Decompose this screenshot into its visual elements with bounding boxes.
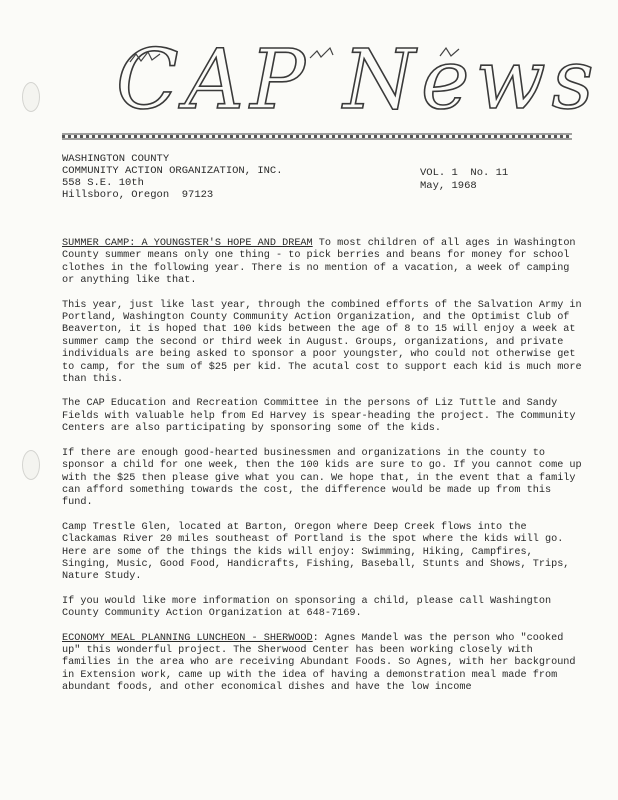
masthead-logo bbox=[110, 28, 600, 128]
address-line-2: COMMUNITY ACTION ORGANIZATION, INC. bbox=[62, 165, 283, 177]
article-1-paragraph-4: If there are enough good-hearted businessmen and organizations in the county to sponsor a child for one week, then the 100 kids are sure to go. If you cannot come up with the $25 then please give what you can. We hope that, in the event that a family can afford something towards the cost, the difference would be made up from this fund. bbox=[62, 447, 582, 509]
article-1-paragraph-5: Camp Trestle Glen, located at Barton, Oregon where Deep Creek flows into the Clackamas River 20 miles southeast of Portland is the spot where the kids will go. Here are some of the things the kids will enjoy: Swimming, Hiking, Campfires, Singing, Music, Good Food, Handicrafts, Fishing, Baseball, Stunts and Shows, Trips, Nature Study. bbox=[62, 521, 570, 583]
article-1-paragraph-3: The CAP Education and Recreation Committee in the persons of Liz Tuttle and Sandy Fields with valuable help from Ed Harvey is spear-heading the project. The Community Centers are also participating by sponsoring some of the kids. bbox=[62, 398, 576, 435]
issue-date: May, 1968 bbox=[420, 180, 477, 192]
masthead-lettering-graphic bbox=[110, 28, 600, 128]
newsletter-body bbox=[62, 238, 582, 707]
address-line-1: WASHINGTON COUNTY bbox=[62, 153, 170, 165]
masthead-divider bbox=[62, 128, 572, 137]
article-2-intro: ECONOMY MEAL PLANNING LUNCHEON - SHERWOOD: Agnes Mandel was the person who "cooked up" this wonderful project. The Sherwood Center has been working closely with families in the area who are receiving Abundant Foods. So Agnes, with her background in Extension work, came up with the idea of having a demonstration meal made from abundant foods, and other economical dishes and have the low income bbox=[62, 632, 576, 694]
article-1-paragraph-6: If you would like more information on sponsoring a child, please call Washington County Community Action Organization at 648-7169. bbox=[62, 595, 552, 620]
issue-info bbox=[420, 167, 508, 193]
masthead-title: CAP News bbox=[116, 33, 600, 128]
address-line-4: Hillsboro, Oregon 97123 bbox=[62, 189, 214, 201]
article-1-heading: SUMMER CAMP: A YOUNGSTER'S HOPE AND DREAM bbox=[62, 238, 313, 249]
article-2-heading: ECONOMY MEAL PLANNING LUNCHEON - SHERWOOD bbox=[62, 632, 313, 644]
article-2-paragraph-1: Agnes Mandel was the person who "cooked up" this wonderful project. The Sherwood Center has been working closely with families in the area who are receiving Abundant Foods. So Agnes, with her background in Extension work, came up with the idea of having a demonstration meal made from abundant foods, and other economical dishes and have the low income bbox=[62, 632, 576, 694]
publisher-address bbox=[62, 153, 283, 201]
punch-hole-middle bbox=[22, 450, 40, 480]
article-1-paragraph-1: To most children of all ages in Washington County summer means only one thing - to pick berries and beans for money for school clothes in the following year. There is no mention of a vacation, a week of camping or anything like that. bbox=[62, 238, 576, 287]
article-1-intro bbox=[62, 238, 582, 288]
address-line-3: 558 S.E. 10th bbox=[62, 177, 144, 189]
punch-hole-top bbox=[22, 82, 40, 112]
article-1-paragraph-2: This year, just like last year, through the combined efforts of the Salvation Army in Portland, Washington County Community Action Organization, and the Optimist Club of Beaverton, it is hoped that 100 kids between the age of 8 to 15 will enjoy a week at summer camp the second or third week in August. Groups, organizations, and private individuals are being asked to sponsor a poor youngster, who could not otherwise get to camp, for the sum of $25 per kid. The acutal cost to support each kid is much more than this. bbox=[62, 299, 582, 386]
issue-volume: VOL. 1 No. 11 bbox=[420, 167, 509, 179]
